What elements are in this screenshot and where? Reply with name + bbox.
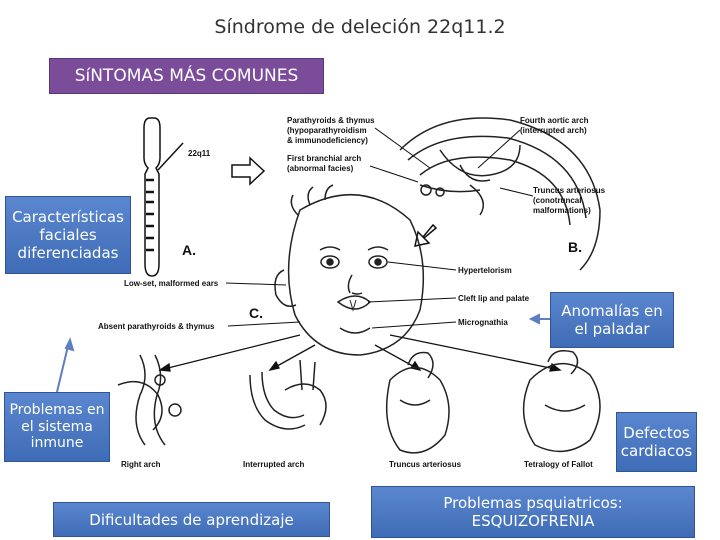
panel-c-label: C. bbox=[249, 305, 263, 321]
chromosome-illustration bbox=[144, 118, 211, 276]
label-interrupted-arch: Interrupted arch bbox=[243, 460, 305, 469]
radiating-arrows bbox=[160, 335, 560, 371]
label-truncus-top: Truncus arteriosus bbox=[533, 186, 606, 195]
label-tetralogy: Tetralogy of Fallot bbox=[524, 460, 593, 469]
label-cleft-lip: Cleft lip and palate bbox=[458, 294, 530, 303]
label-hypertelorism: Hypertelorism bbox=[458, 266, 512, 275]
label-interrupted-arch-paren: (interrupted arch) bbox=[520, 126, 587, 135]
truncus-arteriosus-illustration bbox=[387, 353, 449, 453]
right-arrow-icon bbox=[232, 158, 264, 184]
header-box: SíNTOMAS MÁS COMUNES bbox=[49, 58, 324, 94]
facial-features-box: Características faciales diferenciadas bbox=[5, 196, 131, 274]
label-low-set-ears: Low-set, malformed ears bbox=[124, 279, 219, 288]
label-conotruncal: (conotruncal bbox=[533, 196, 582, 205]
child-face-illustration bbox=[275, 185, 423, 355]
bottom-annotations bbox=[121, 460, 593, 469]
face-annotations bbox=[98, 262, 530, 331]
label-fourth-aortic-arch: Fourth aortic arch bbox=[520, 116, 589, 125]
label-immunodeficiency: & immunodeficiency) bbox=[287, 136, 368, 145]
label-malformations: malformations) bbox=[533, 206, 591, 215]
label-micrognathia: Micrognathia bbox=[458, 318, 508, 327]
palate-anomalies-box: Anomalías en el paladar bbox=[550, 292, 674, 348]
label-absent-parathyroids: Absent parathyroids & thymus bbox=[98, 322, 215, 331]
tetralogy-illustration bbox=[524, 351, 600, 452]
page-title: Síndrome de deleción 22q11.2 bbox=[214, 16, 506, 38]
panel-a-label: A. bbox=[182, 242, 196, 258]
immune-system-box: Problemas en el sistema inmune bbox=[4, 392, 110, 462]
learning-difficulties-box: Dificultades de aprendizaje bbox=[53, 502, 330, 537]
top-annotations bbox=[287, 116, 606, 215]
chromosome-band-label: 22q11 bbox=[188, 149, 211, 158]
label-first-branchial-arch: First branchial arch bbox=[287, 154, 362, 163]
label-truncus-arteriosus: Truncus arteriosus bbox=[389, 460, 462, 469]
label-parathyroids-thymus: Parathyroids & thymus bbox=[287, 116, 375, 125]
interrupted-arch-illustration bbox=[250, 360, 326, 429]
panel-b-label: B. bbox=[568, 239, 582, 255]
ear-shape bbox=[275, 270, 296, 306]
label-right-arch: Right arch bbox=[121, 460, 161, 469]
label-abnormal-facies: (abnormal facies) bbox=[287, 164, 354, 173]
cardiac-defects-box: Defectos cardiacos bbox=[616, 412, 697, 472]
label-hypoparathyroidism: (hypoparathyroidism bbox=[287, 126, 367, 135]
psychiatric-problems-box: Problemas psquiatricos: ESQUIZOFRENIA bbox=[371, 486, 695, 538]
right-arch-illustration bbox=[118, 355, 181, 445]
